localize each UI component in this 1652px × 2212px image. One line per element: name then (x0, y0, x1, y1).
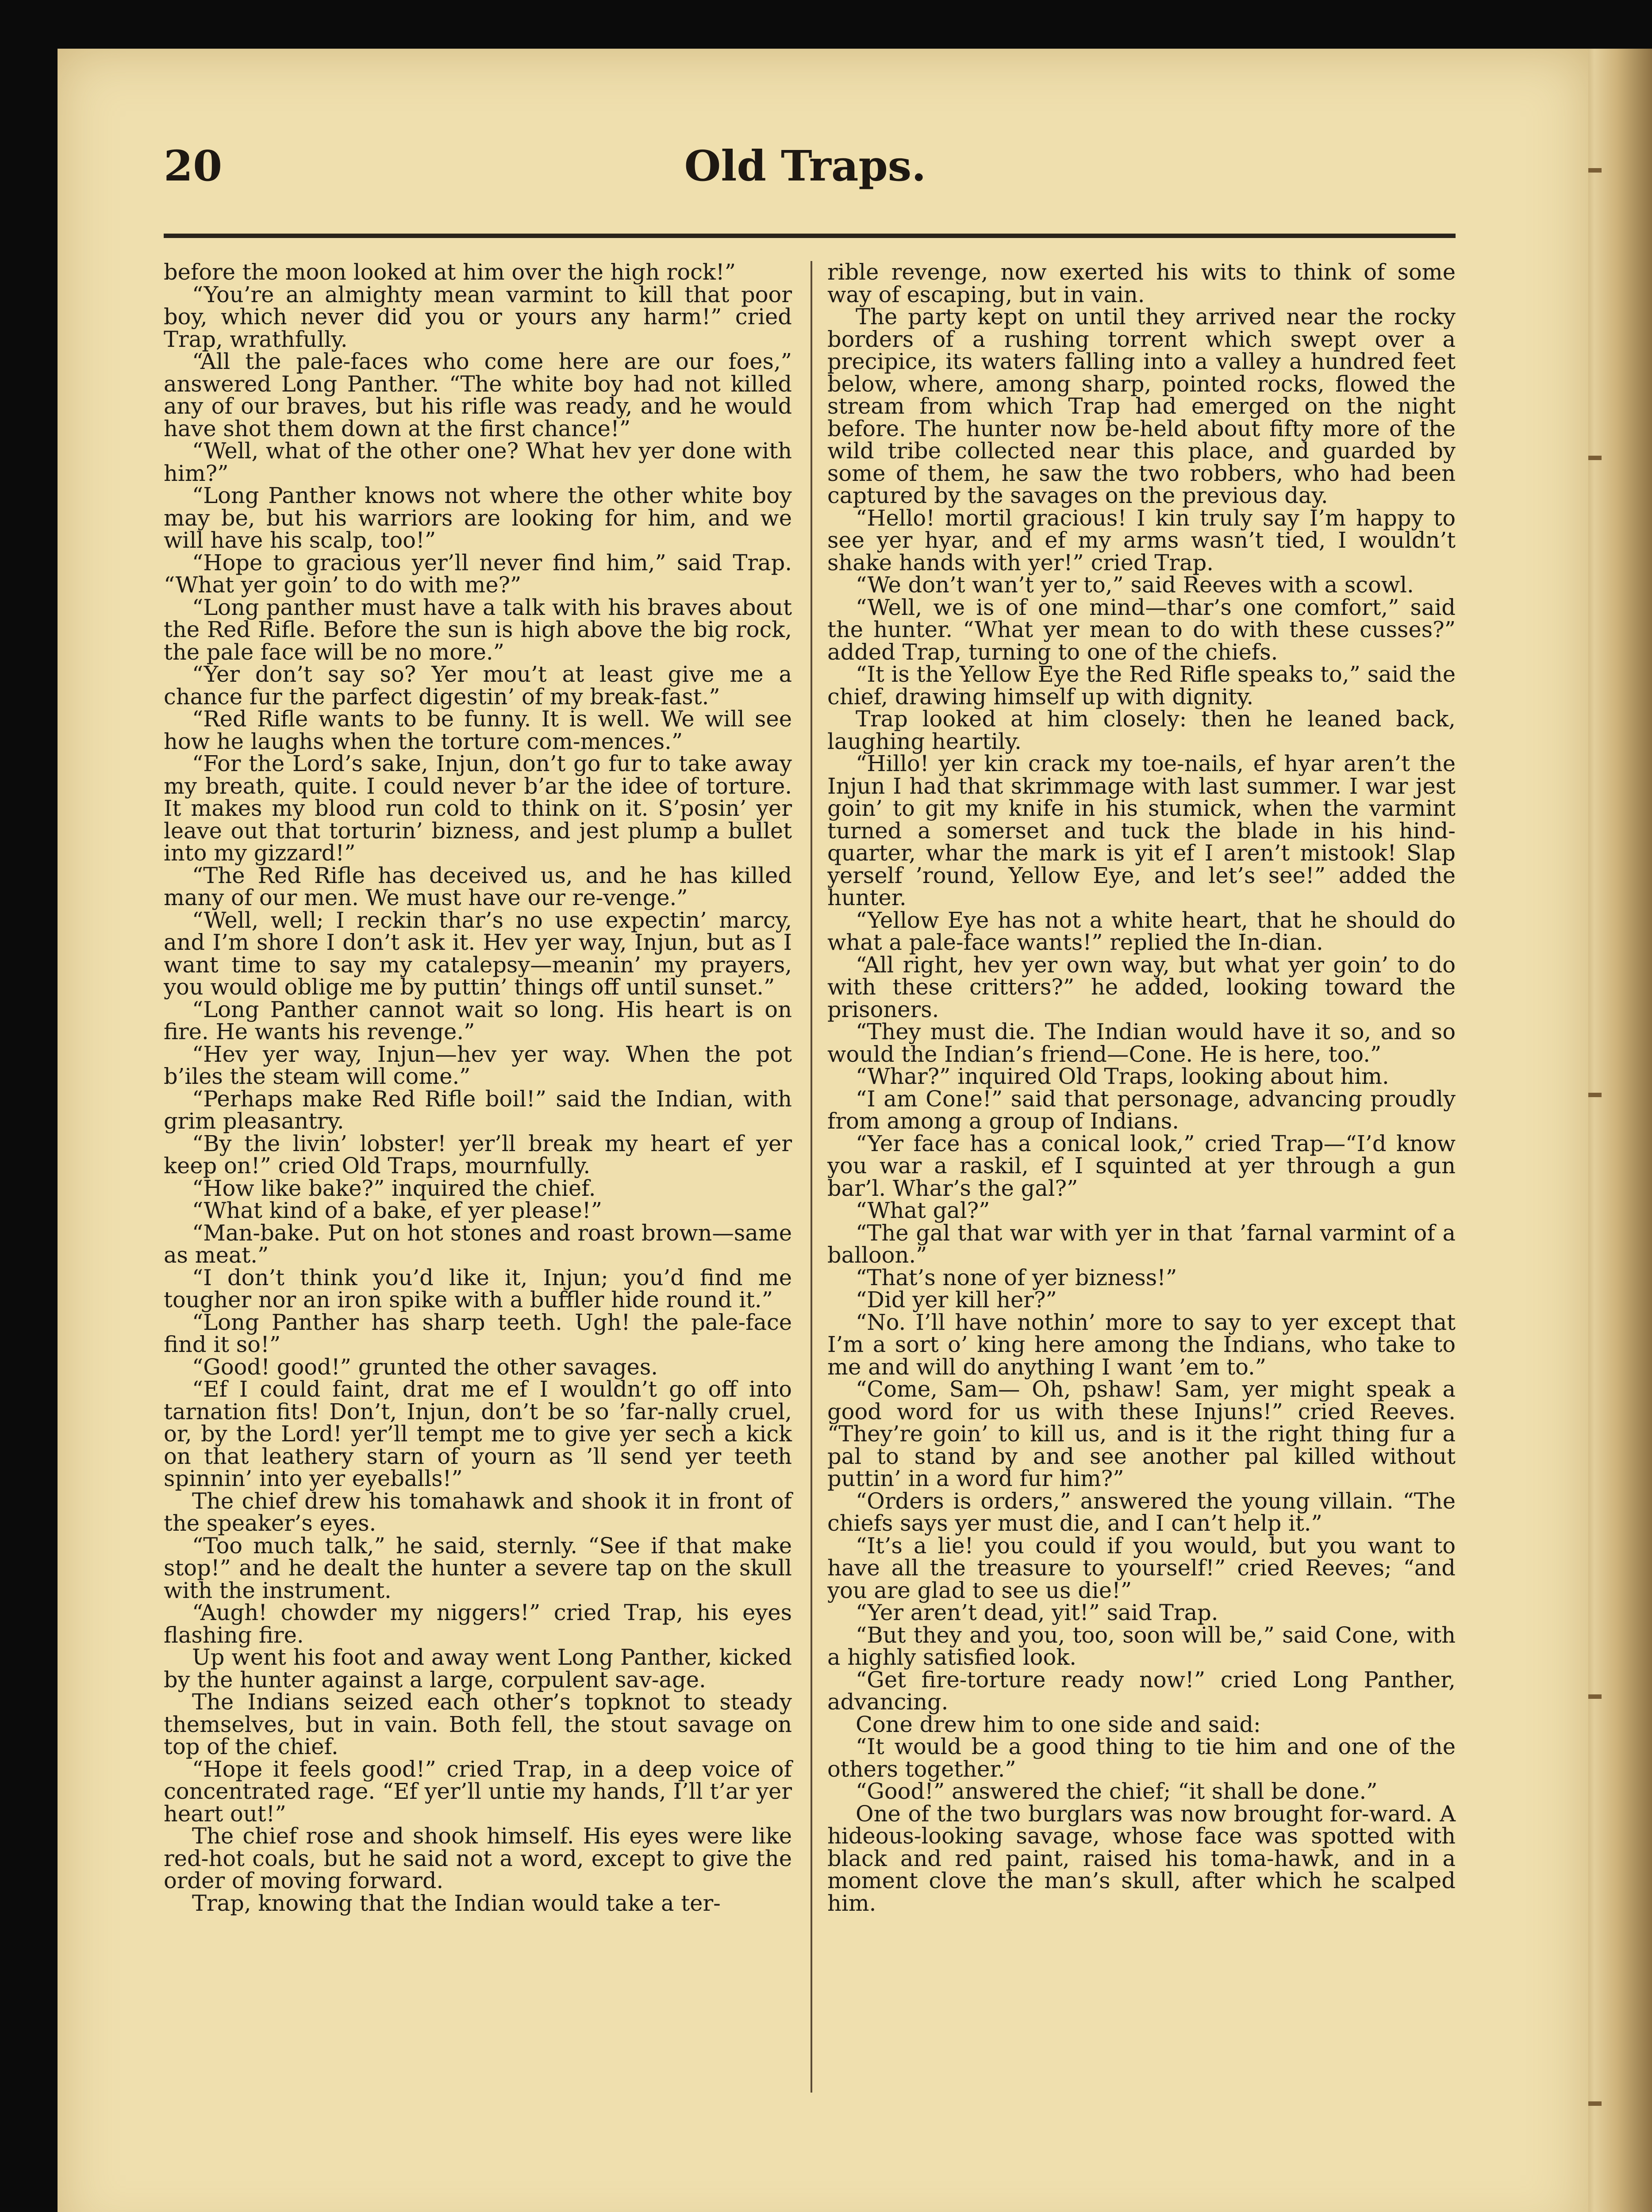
paragraph: “I am Cone!” said that personage, advancing proudly from among a group of Indians. (827, 1086, 1456, 1134)
paragraph: The chief drew his tomahawk and shook it in front of the speaker’s eyes. (164, 1488, 792, 1536)
paragraph: “Too much talk,” he said, sternly. “See if that make stop!” and he dealt the hunter a severe tap on the skull with the instrument. (164, 1532, 792, 1603)
paragraph: “Long Panther has sharp teeth. Ugh! the pale-face find it so!” (164, 1309, 792, 1357)
paragraph: Up went his foot and away went Long Panther, kicked by the hunter against a large, corpulent sav-age. (164, 1644, 792, 1693)
paragraph: “Yer face has a conical look,” cried Trap—“I’d know you war a raskil, ef I squinted at yer through a gun bar’l. Whar’s the gal?” (827, 1130, 1456, 1201)
paragraph: “I don’t think you’d like it, Injun; you’d find me tougher nor an iron spike with a buffler hide round it.” (164, 1264, 792, 1313)
page-number: 20 (164, 142, 223, 191)
paragraph: “Well, what of the other one? What hev yer done with him?” (164, 438, 792, 486)
paragraph: “It is the Yellow Eye the Red Rifle speaks to,” said the chief, drawing himself up with dignity. (827, 661, 1456, 710)
paragraph: “Hello! mortil gracious! I kin truly say I’m happy to see yer hyar, and ef my arms wasn’t tied, I wouldn’t shake hands with yer!” cried Trap. (827, 505, 1456, 576)
paragraph: rible revenge, now exerted his wits to think of some way of escaping, but in vain. (827, 259, 1456, 307)
paragraph: “What kind of a bake, ef yer please!” (192, 1198, 602, 1223)
paragraph: “Hope it feels good!” cried Trap, in a deep voice of concentrated rage. “Ef yer’ll untie my hands, I’ll t’ar yer heart out!” (164, 1756, 792, 1827)
paragraph: “It’s a lie! you could if you would, but you want to have all the treasure to yourself!” cried Reeves; “and you are glad to see us die!” (827, 1532, 1456, 1603)
paragraph: “Hillo! yer kin crack my toe-nails, ef hyar aren’t the Injun I had that skrimmage with last summer. I war jest goin’ to git my knife in his stumick, when the varmint turned a somerset and tuck the blade in his hind-quarter, whar the mark is yit ef I aren’t mistook! Slap yerself ’round, Yellow Eye, and let’s see!” added the hunter. (827, 751, 1456, 910)
paragraph: “Red Rifle wants to be funny. It is well. We will see how he laughs when the torture com-mences.” (164, 706, 792, 754)
paragraph: “The gal that war with yer in that ’farnal varmint of a balloon.” (827, 1220, 1456, 1268)
paragraph: “Did yer kill her?” (856, 1287, 1057, 1313)
paragraph: before the moon looked at him over the high rock!” (164, 259, 736, 285)
paragraph: “For the Lord’s sake, Injun, don’t go fur to take away my breath, quite. I could never b’ar the idee of torture. It makes my blood run cold to think on it. S’posin’ yer leave out that torturin’ bizness, and jest plump a bullet into my gizzard!” (164, 751, 792, 866)
paragraph: The Indians seized each other’s topknot to steady themselves, but in vain. Both fell, the stout savage on top of the chief. (164, 1689, 792, 1759)
paragraph: “They must die. The Indian would have it so, and so would the Indian’s friend—Cone. He is here, too.” (827, 1019, 1456, 1067)
paragraph: “Hope to gracious yer’ll never find him,” said Trap. “What yer goin’ to do with me?” (164, 549, 792, 598)
running-title: Old Traps. (684, 142, 926, 191)
paragraph: “Perhaps make Red Rifle boil!” said the Indian, with grim pleasantry. (164, 1086, 792, 1134)
paragraph: “Long Panther knows not where the other white boy may be, but his warriors are looking for him, and we will have his scalp, too!” (164, 483, 792, 553)
paragraph: The party kept on until they arrived near the rocky borders of a rushing torrent which swept over a precipice, its waters falling into a valley a hundred feet below, where, among sharp, pointed rocks, flowed the stream from which Trap had emerged on the night before. The hunter now be-held about fifty more of the wild tribe collected near this place, and guarded by some of them, he saw the two robbers, who had been captured by the savages on the previous day. (827, 304, 1456, 508)
paragraph: “No. I’ll have nothin’ more to say to yer except that I’m a sort o’ king here among the Indians, who take to me and will do anything I want ’em to.” (827, 1309, 1456, 1380)
paragraph: “Yer aren’t dead, yit!” said Trap. (856, 1600, 1218, 1625)
paragraph: Trap looked at him closely: then he leaned back, laughing heartily. (827, 706, 1456, 754)
paragraph: “Well, we is of one mind—thar’s one comfort,” said the hunter. “What yer mean to do with these cusses?” added Trap, turning to one of the chiefs. (827, 594, 1456, 665)
paragraph: “Long Panther cannot wait so long. His heart is on fire. He wants his revenge.” (164, 996, 792, 1045)
paragraph: “By the livin’ lobster! yer’ll break my heart ef yer keep on!” cried Old Traps, mournfully. (164, 1130, 792, 1179)
column-divider (811, 261, 812, 2093)
paragraph: “That’s none of yer bizness!” (856, 1264, 1177, 1290)
right-text-column (827, 261, 1456, 1914)
paragraph: “Augh! chowder my niggers!” cried Trap, his eyes flashing fire. (164, 1600, 792, 1648)
paragraph: “Long panther must have a talk with his braves about the Red Rifle. Before the sun is high above the big rock, the pale face will be no more.” (164, 594, 792, 665)
paragraph: “We don’t wan’t yer to,” said Reeves with a scowl. (856, 572, 1414, 598)
paragraph: “The Red Rifle has deceived us, and he has killed many of our men. We must have our re-venge.” (164, 862, 792, 910)
paragraph: “Come, Sam— Oh, pshaw! Sam, yer might speak a good word for us with these Injuns!” cried Reeves. “They’re goin’ to kill us, and is it the right thing fur a pal to stand by and see another pal killed without puttin’ in a word fur him?” (827, 1376, 1456, 1491)
paragraph: “Well, well; I reckin thar’s no use expectin’ marcy, and I’m shore I don’t ask it. Hev yer way, Injun, but as I want time to say my catalepsy—meanin’ my prayers, you would oblige me by puttin’ things off until sunset.” (164, 907, 792, 1000)
paragraph: Cone drew him to one side and said: (856, 1711, 1261, 1737)
paragraph: “Ef I could faint, drat me ef I wouldn’t go off into tarnation fits! Don’t, Injun, don’t be so ’far-nally cruel, or, by the Lord! yer’ll tempt me to give yer sech a kick on that leathery starn of yourn as ’ll send yer teeth spinnin’ into yer eyeballs!” (164, 1376, 792, 1491)
paragraph: “Orders is orders,” answered the young villain. “The chiefs says yer must die, and I can’t help it.” (827, 1488, 1456, 1536)
paragraph: The chief rose and shook himself. His eyes were like red-hot coals, but he said not a word, except to give the order of moving forward. (164, 1823, 792, 1893)
paragraph: “Hev yer way, Injun—hev yer way. When the pot b’iles the steam will come.” (164, 1041, 792, 1089)
paragraph: “Good!” answered the chief; “it shall be done.” (856, 1778, 1378, 1804)
paragraph: “Good! good!” grunted the other savages. (192, 1354, 658, 1380)
page-header (164, 133, 1447, 199)
paragraph: “All the pale-faces who come here are our foes,” answered Long Panther. “The white boy had not killed any of our braves, but his rifle was ready, and he would have shot them down at the first chance!” (164, 349, 792, 442)
paragraph: “Man-bake. Put on hot stones and roast brown—same as meat.” (164, 1220, 792, 1268)
header-rule (164, 234, 1456, 238)
paragraph: One of the two burglars was now brought for-ward. A hideous-looking savage, whose face was spotted with black and red paint, raised his toma-hawk, and in a moment clove the man’s skull, after which he scalped him. (827, 1801, 1456, 1916)
paragraph: “Whar?” inquired Old Traps, looking about him. (856, 1064, 1389, 1089)
left-text-column (164, 261, 792, 1914)
paragraph: “Yer don’t say so? Yer mou’t at least give me a chance fur the parfect digestin’ of my break-fast.” (164, 661, 792, 710)
paragraph: “What gal?” (856, 1198, 990, 1223)
paragraph: “How like bake?” inquired the chief. (192, 1175, 596, 1201)
paragraph: “Yellow Eye has not a white heart, that he should do what a pale-face wants!” replied the In-dian. (827, 907, 1456, 955)
paragraph: Trap, knowing that the Indian would take a ter- (192, 1890, 721, 1916)
paragraph: “But they and you, too, soon will be,” said Cone, with a highly satisfied look. (827, 1622, 1456, 1670)
paragraph: “All right, hev yer own way, but what yer goin’ to do with these critters?” he added, looking toward the prisoners. (827, 952, 1456, 1022)
paragraph: “Get fire-torture ready now!” cried Long Panther, advancing. (827, 1667, 1456, 1715)
paragraph: “It would be a good thing to tie him and one of the others together.” (827, 1734, 1456, 1782)
paragraph: “You’re an almighty mean varmint to kill that poor boy, which never did you or yours any harm!” cried Trap, wrathfully. (164, 281, 792, 352)
